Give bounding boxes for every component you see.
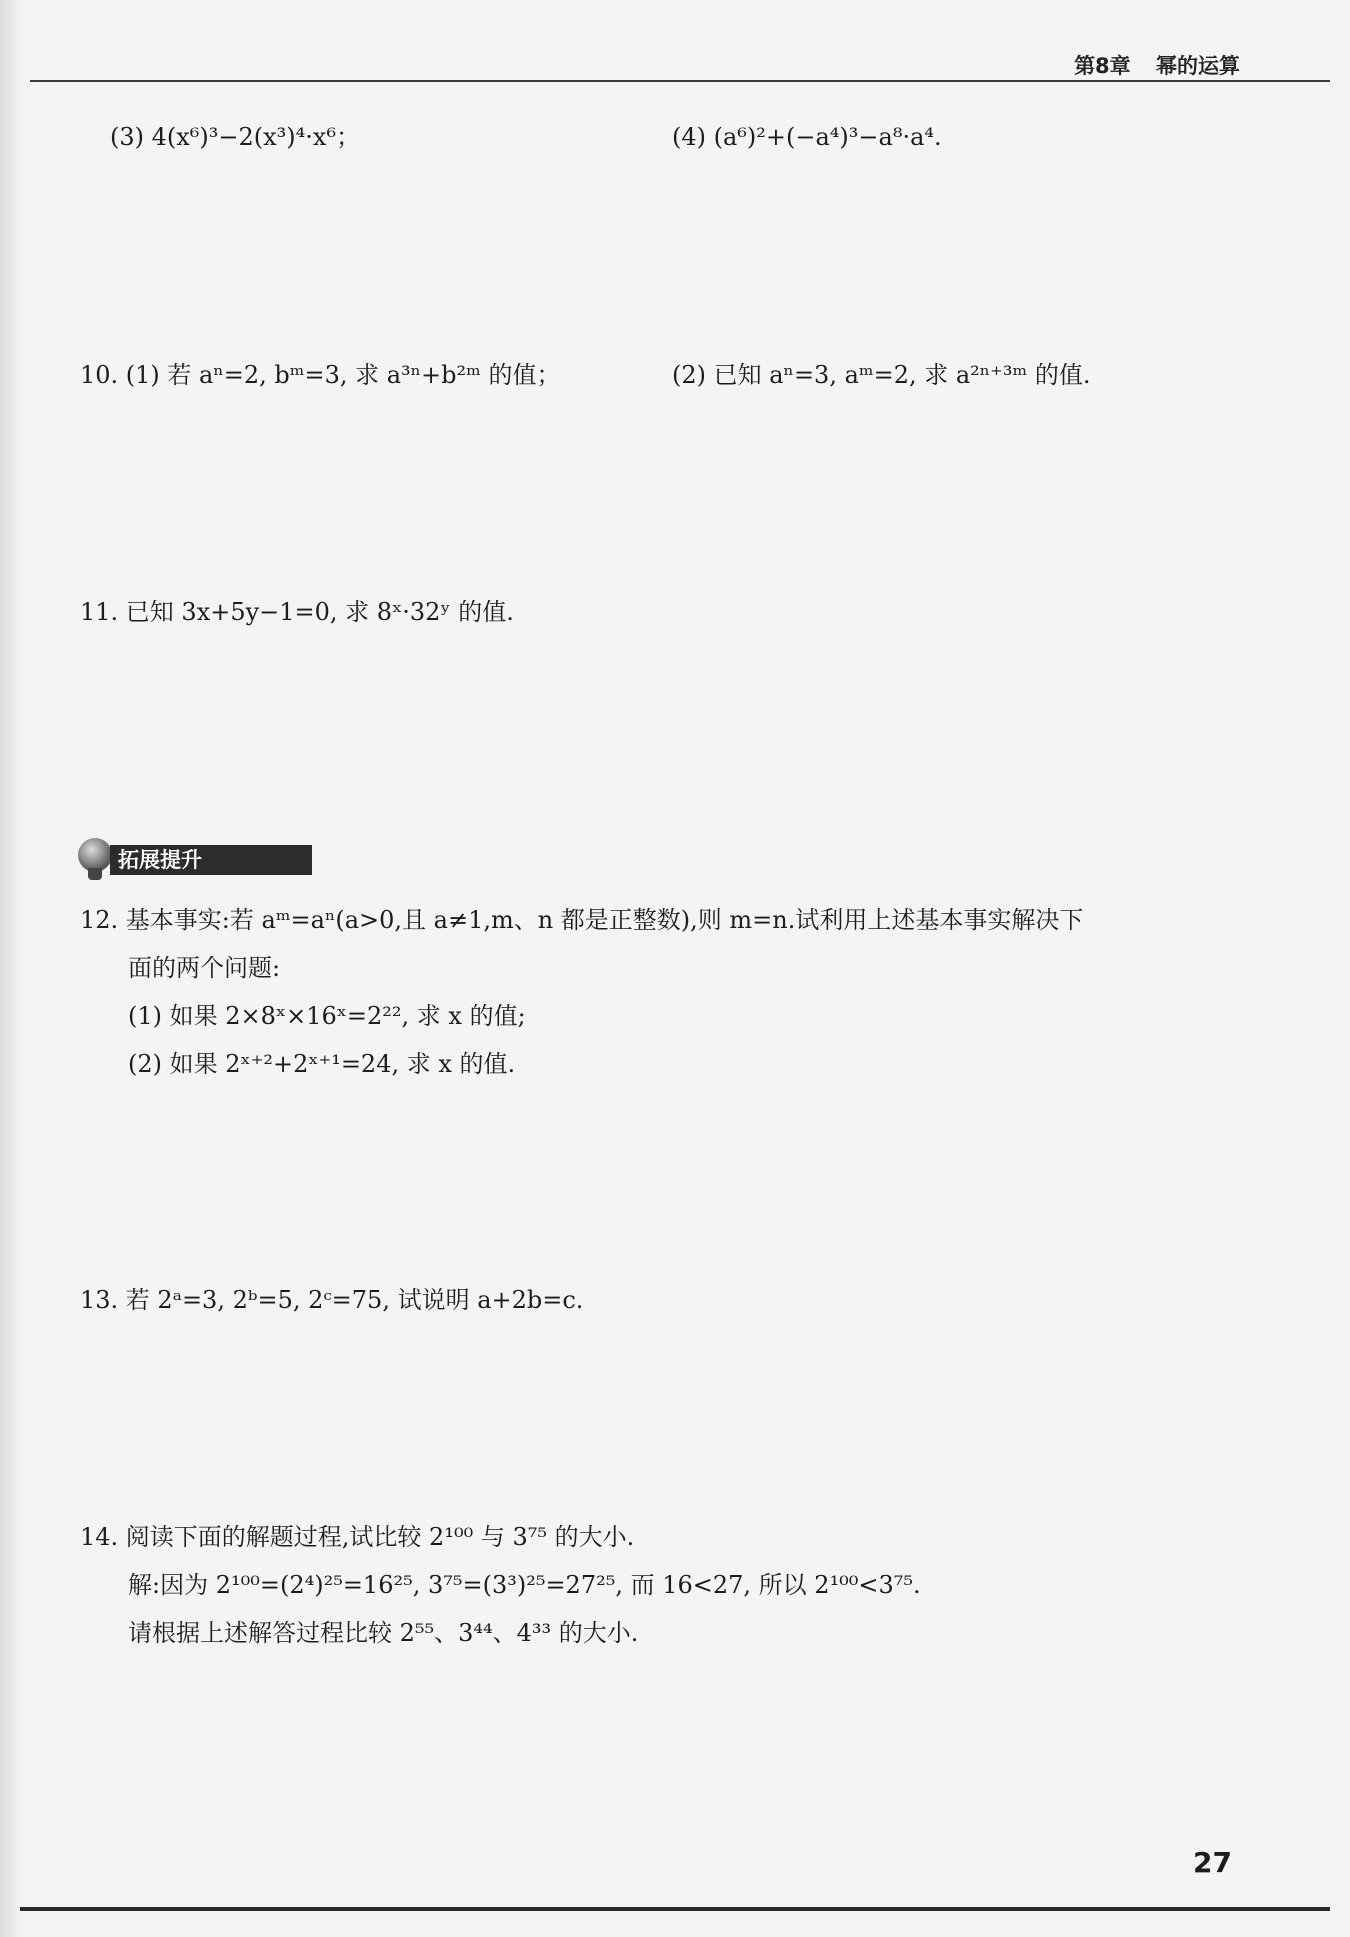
footer-rule <box>20 1907 1330 1911</box>
chapter-number: 第8章 <box>1074 54 1131 78</box>
problem-10-1: 10. (1) 若 aⁿ=2, bᵐ=3, 求 a³ⁿ+b²ᵐ 的值； <box>80 361 561 389</box>
problem-14-task: 请根据上述解答过程比较 2⁵⁵、3⁴⁴、4³³ 的大小. <box>128 1619 639 1647</box>
page-edge-shadow <box>0 0 22 1937</box>
problem-13: 13. 若 2ᵃ=3, 2ᵇ=5, 2ᶜ=75, 试说明 a+2b=c. <box>80 1286 584 1314</box>
page-number: 27 <box>1193 1846 1232 1879</box>
section-banner <box>78 838 248 880</box>
problem-11: 11. 已知 3x+5y−1=0, 求 8ˣ·32ʸ 的值. <box>80 598 514 626</box>
lightbulb-icon <box>78 838 112 872</box>
chapter-header <box>1056 50 1240 80</box>
chapter-title: 幂的运算 <box>1156 54 1240 78</box>
problem-9-3: (3) 4(x⁶)³−2(x³)⁴·x⁶； <box>110 123 361 151</box>
problem-12-intro-cont: 面的两个问题: <box>128 954 281 982</box>
problem-12-intro: 12. 基本事实:若 aᵐ=aⁿ(a>0,且 a≠1,m、n 都是正整数),则 m=n.试利用上述基本事实解决下 <box>80 906 1084 934</box>
problem-9-4: (4) (a⁶)²+(−a⁴)³−a⁸·a⁴. <box>672 123 942 151</box>
problem-12-1: (1) 如果 2×8ˣ×16ˣ=2²², 求 x 的值; <box>128 1002 526 1030</box>
lightbulb-base <box>88 868 102 880</box>
problem-14: 14. 阅读下面的解题过程,试比较 2¹⁰⁰ 与 3⁷⁵ 的大小. <box>80 1523 635 1551</box>
header-rule <box>30 80 1330 82</box>
banner-label: 拓展提升 <box>110 845 312 875</box>
problem-14-solution: 解:因为 2¹⁰⁰=(2⁴)²⁵=16²⁵, 3⁷⁵=(3³)²⁵=27²⁵, 而 16<27, 所以 2¹⁰⁰<3⁷⁵. <box>128 1571 921 1599</box>
problem-10-2: (2) 已知 aⁿ=3, aᵐ=2, 求 a²ⁿ⁺³ᵐ 的值. <box>672 361 1091 389</box>
problem-12-2: (2) 如果 2ˣ⁺²+2ˣ⁺¹=24, 求 x 的值. <box>128 1050 516 1078</box>
